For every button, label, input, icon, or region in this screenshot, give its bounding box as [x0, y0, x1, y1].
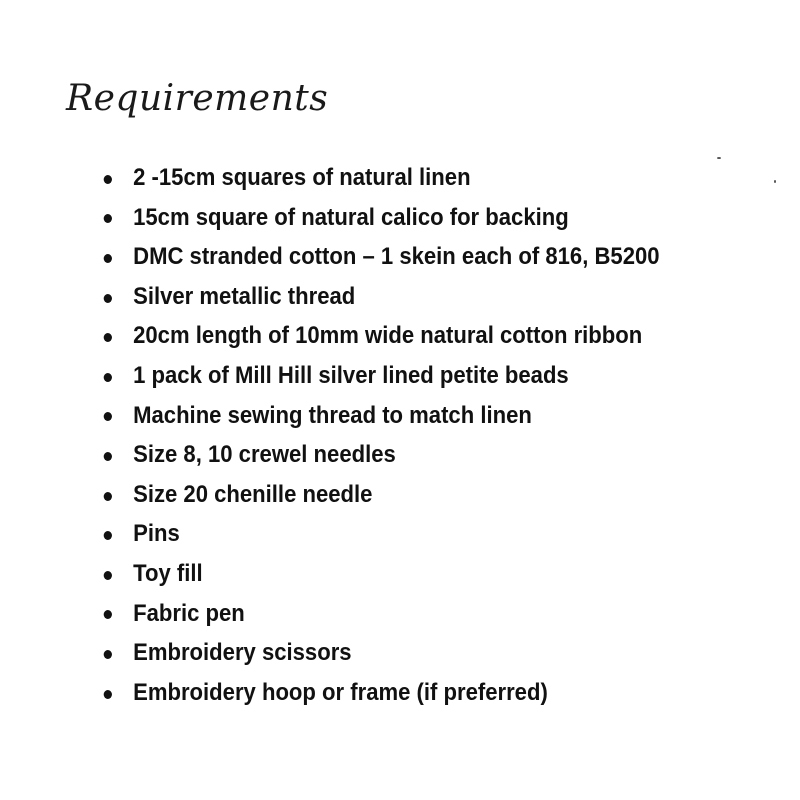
list-item [100, 554, 660, 594]
list-item [100, 673, 660, 713]
bullet-icon [104, 294, 112, 303]
bullet-icon [104, 571, 112, 580]
bullet-icon [104, 610, 112, 619]
list-item [100, 475, 660, 515]
list-item [100, 316, 660, 356]
list-item [100, 198, 660, 238]
list-item-text: Embroidery hoop or frame (if preferred) [133, 678, 548, 706]
list-item-text: DMC stranded cotton – 1 skein each of 816, B5200 [133, 243, 660, 271]
list-item [100, 514, 660, 554]
list-item-text: Toy fill [133, 559, 203, 587]
list-item-text: 20cm length of 10mm wide natural cotton ribbon [133, 322, 643, 350]
bullet-icon [104, 254, 112, 263]
bullet-icon [104, 650, 112, 659]
requirements-list [100, 158, 708, 712]
list-item-text: Size 8, 10 crewel needles [133, 441, 396, 469]
bullet-icon [104, 452, 112, 461]
bullet-icon [104, 531, 112, 540]
list-item-text: Fabric pen [133, 599, 245, 627]
bullet-icon [104, 690, 112, 699]
list-item-text: Machine sewing thread to match linen [133, 401, 532, 429]
bullet-icon [104, 373, 112, 382]
scan-speck [717, 157, 721, 159]
list-item [100, 633, 660, 673]
list-item [100, 594, 660, 634]
list-item-text: 2 -15cm squares of natural linen [133, 164, 471, 191]
list-item [100, 277, 660, 317]
list-item [100, 237, 660, 277]
bullet-icon [104, 214, 112, 223]
list-item-text: 15cm square of natural calico for backing [133, 203, 569, 231]
list-item [100, 435, 660, 475]
list-item-text: Pins [133, 520, 180, 548]
bullet-icon [104, 412, 112, 421]
list-item [100, 396, 660, 436]
list-item-text: 1 pack of Mill Hill silver lined petite beads [133, 361, 569, 389]
scan-speck [774, 180, 776, 183]
list-item-text: Silver metallic thread [133, 282, 356, 310]
list-item-text: Size 20 chenille needle [133, 480, 373, 508]
page-title: Requirements [66, 78, 329, 119]
list-item-text: Embroidery scissors [133, 639, 352, 667]
bullet-icon [104, 333, 112, 342]
list-item [100, 158, 660, 198]
bullet-icon [104, 175, 112, 184]
list-item [100, 356, 660, 396]
bullet-icon [104, 492, 112, 501]
